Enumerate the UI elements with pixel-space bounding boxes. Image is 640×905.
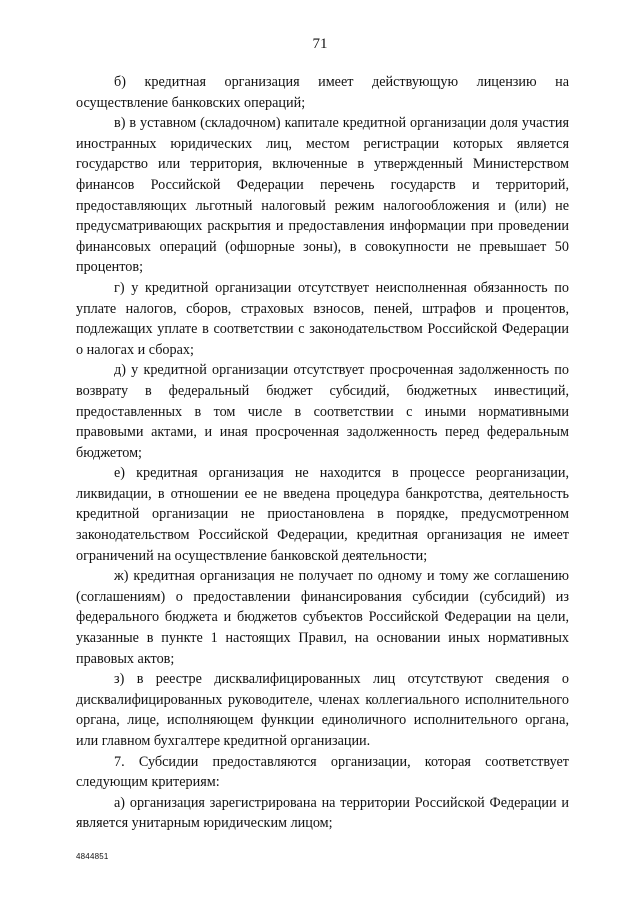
- document-code: 4844851: [76, 852, 109, 861]
- paragraph-zh: ж) кредитная организация не получает по одному и тому же соглашению (соглашениям) о предоставлении финансирования субсидии (субсидий) из федерального бюджета и бюджетов субъектов Российской Федерации на цели, указанные в пункте 1 настоящих Правил, на основании иных нормативных правовых актов;: [76, 568, 569, 667]
- paragraph-d: д) у кредитной организации отсутствует просроченная задолженность по возврату в федеральный бюджет субсидий, бюджетных инвестиций, предоставленных в том числе в соответствии с иными нормативными правовыми актами, и иная просроченная задолженность перед федеральным бюджетом;: [76, 362, 569, 461]
- document-body: [76, 72, 569, 834]
- paragraph-b: б) кредитная организация имеет действующую лицензию на осуществление банковских операций;: [76, 74, 569, 111]
- paragraph-z: з) в реестре дисквалифицированных лиц отсутствуют сведения о дисквалифицированных руководителе, членах коллегиального исполнительного органа, лице, исполняющем функции единоличного исполнительного органа, или главном бухгалтере кредитной организации.: [76, 671, 569, 749]
- page-number: 71: [312, 36, 328, 52]
- paragraph-7a: а) организация зарегистрирована на территории Российской Федерации и является унитарным юридическим лицом;: [76, 794, 569, 832]
- paragraph-v: в) в уставном (складочном) капитале кредитной организации доля участия иностранных юридических лиц, местом регистрации которых является государство или территория, включенные в утвержденный Министерством финансов Российской Федерации перечень государств и территорий, предоставляющих льготный налоговый режим налогообложения и (или) не предусматривающих раскрытия и предоставления информации при проведении финансовых операций (офшорные зоны), в совокупности не превышает 50 процентов;: [76, 115, 569, 276]
- paragraph-g: г) у кредитной организации отсутствует неисполненная обязанность по уплате налогов, сборов, страховых взносов, пеней, штрафов и процентов, подлежащих уплате в соответствии с законодательством Российской Федерации о налогах и сборах;: [76, 279, 569, 358]
- paragraph-7: 7. Субсидии предоставляются организации, которая соответствует следующим критериям:: [76, 753, 569, 791]
- paragraph-e: е) кредитная организация не находится в процессе реорганизации, ликвидации, в отношении ее не введена процедура банкротства, деятельность кредитной организации не приостановлена в порядке, предусмотренном законодательством Российской Федерации, кредитная организация не имеет ограничений на осуществление банковской деятельности;: [76, 465, 569, 564]
